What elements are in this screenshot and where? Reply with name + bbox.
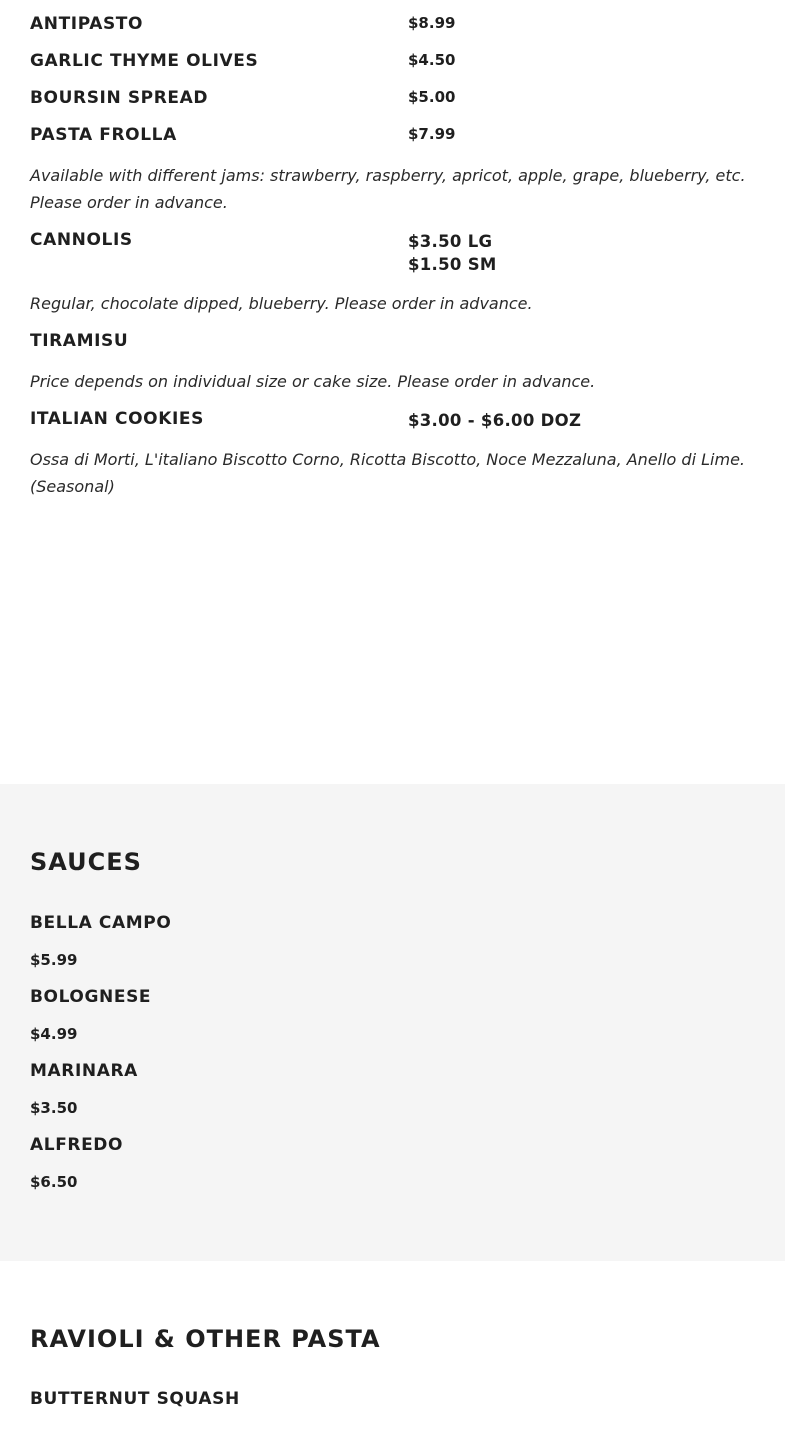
menu-item-name: BUTTERNUT SQUASH [30, 1389, 240, 1409]
menu-item-name: ANTIPASTO [30, 14, 144, 34]
menu-item-price: $3.00 - $6.00 DOZ [408, 411, 582, 430]
menu-item-price: $5.99 [30, 951, 78, 969]
menu-section-sauces [0, 784, 785, 1261]
menu-item-price: $4.50 [408, 51, 456, 69]
menu-item-name: GARLIC THYME OLIVES [30, 51, 259, 71]
menu-item-name: CANNOLIS [30, 230, 133, 250]
menu-item-description: Available with different jams: strawberry, raspberry, apricot, apple, grape, blueberry, etc. Please order in advance. [30, 166, 746, 212]
menu-item-description: Ossa di Morti, L'italiano Biscotto Corno, Ricotta Biscotto, Noce Mezzaluna, Anello di Lime. (Seasonal) [30, 450, 745, 496]
menu-item-price: $6.50 [30, 1173, 78, 1191]
menu-item-price: $7.99 [408, 125, 456, 143]
section-title: SAUCES [30, 848, 142, 876]
menu-item [30, 230, 497, 276]
menu-item [30, 51, 455, 71]
menu-item-name: BOURSIN SPREAD [30, 88, 209, 108]
menu-item [30, 14, 455, 34]
menu-item-price: $4.99 [30, 1025, 78, 1043]
menu-item-price: $3.50 [30, 1099, 78, 1117]
menu-item-price-small: $1.50 SM [408, 255, 497, 274]
menu-item-name: ALFREDO [30, 1135, 124, 1155]
menu-item [30, 331, 408, 351]
menu-item [30, 88, 455, 108]
menu-item-name: ITALIAN COOKIES [30, 409, 204, 429]
menu-item-description: Regular, chocolate dipped, blueberry. Please order in advance. [30, 294, 533, 313]
menu-item-price: $5.00 [408, 88, 456, 106]
menu-item-description: Price depends on individual size or cake size. Please order in advance. [30, 372, 596, 391]
menu-item-name: BELLA CAMPO [30, 913, 172, 933]
menu-item-price-large: $3.50 LG [408, 232, 493, 251]
menu-section-pasta [0, 1261, 785, 1431]
menu-item-name: BOLOGNESE [30, 987, 152, 1007]
menu-item-price-group [408, 230, 497, 276]
section-title: RAVIOLI & OTHER PASTA [30, 1325, 381, 1353]
menu-item [30, 409, 581, 432]
menu-item-name: PASTA FROLLA [30, 125, 177, 145]
menu-item-name: TIRAMISU [30, 331, 129, 351]
menu-item-price: $8.99 [408, 14, 456, 32]
menu-item [30, 125, 455, 145]
menu-item-name: MARINARA [30, 1061, 138, 1081]
